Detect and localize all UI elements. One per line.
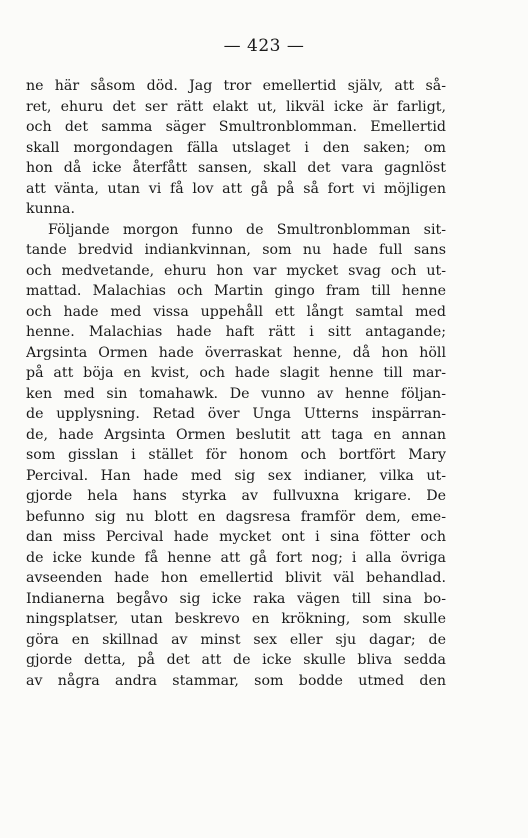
text-line: Percival. Han hade med sig sex indianer, vilka ut- [26, 467, 446, 484]
paragraph [26, 220, 446, 692]
text-line: ne här såsom död. Jag tror emellertid själv, att så- [26, 78, 446, 94]
text-line: Följande morgon funno de Smultronblomman sit- [48, 221, 446, 238]
text-line: ningsplatser, utan beskrevo en krökning, som skulle [26, 611, 446, 627]
text-line: ret, ehuru det ser rätt elakt ut, likväl icke är farligt, [26, 98, 446, 115]
text-line: göra en skillnad av minst sex eller sju dagar; de [26, 631, 446, 648]
text-line: hon då icke återfått sansen, skall det vara gagnlöst [26, 160, 446, 176]
text-line: och medvetande, ehuru hon var mycket svag och ut- [26, 262, 446, 279]
text-line: att vänta, utan vi få lov att gå på så fort vi möjligen [26, 180, 446, 197]
text-line: avseenden hade hon emellertid blivit väl behandlad. [26, 570, 446, 586]
text-line: befunno sig nu blott en dagsresa framför dem, eme- [26, 508, 446, 525]
text-line: de, hade Argsinta Ormen beslutit att taga en annan [26, 426, 446, 443]
text-line: de upplysning. Retad över Unga Utterns inspärran- [26, 406, 446, 422]
page-body [26, 76, 446, 691]
page-number: — 423 — [223, 36, 305, 56]
text-line: de icke kunde få henne att gå fort nog; i alla övriga [26, 549, 446, 566]
paragraph [26, 76, 446, 220]
text-line: ken med sin tomahawk. De vunno av henne följan- [26, 385, 446, 402]
text-line: skall morgondagen fälla utslaget i den saken; om [26, 139, 446, 156]
text-line: kunna. [26, 201, 75, 217]
text-line: henne. Malachias hade haft rätt i sitt antagande; [26, 324, 446, 340]
text-line: av några andra stammar, som bodde utmed den [26, 672, 446, 689]
text-line: Indianerna begåvo sig icke raka vägen till sina bo- [26, 590, 446, 607]
text-line: och hade med vissa uppehåll ett långt samtal med [26, 303, 446, 320]
text-line: som gisslan i stället för honom och bortfört Mary [26, 447, 446, 463]
text-line: tande bredvid indiankvinnan, som nu hade full sans [26, 242, 446, 258]
text-line: mattad. Malachias och Martin gingo fram till henne [26, 283, 446, 299]
text-line: gjorde hela hans styrka av fullvuxna krigare. De [26, 488, 446, 504]
text-line: Argsinta Ormen hade överraskat henne, då hon höll [26, 344, 446, 361]
text-line: dan miss Percival hade mycket ont i sina fötter och [26, 529, 446, 545]
text-line: och det samma säger Smultronblomman. Emellertid [26, 119, 446, 135]
text-line: gjorde detta, på det att de icke skulle bliva sedda [26, 652, 446, 668]
text-line: på att böja en kvist, och hade slagit henne till mar- [26, 365, 446, 381]
